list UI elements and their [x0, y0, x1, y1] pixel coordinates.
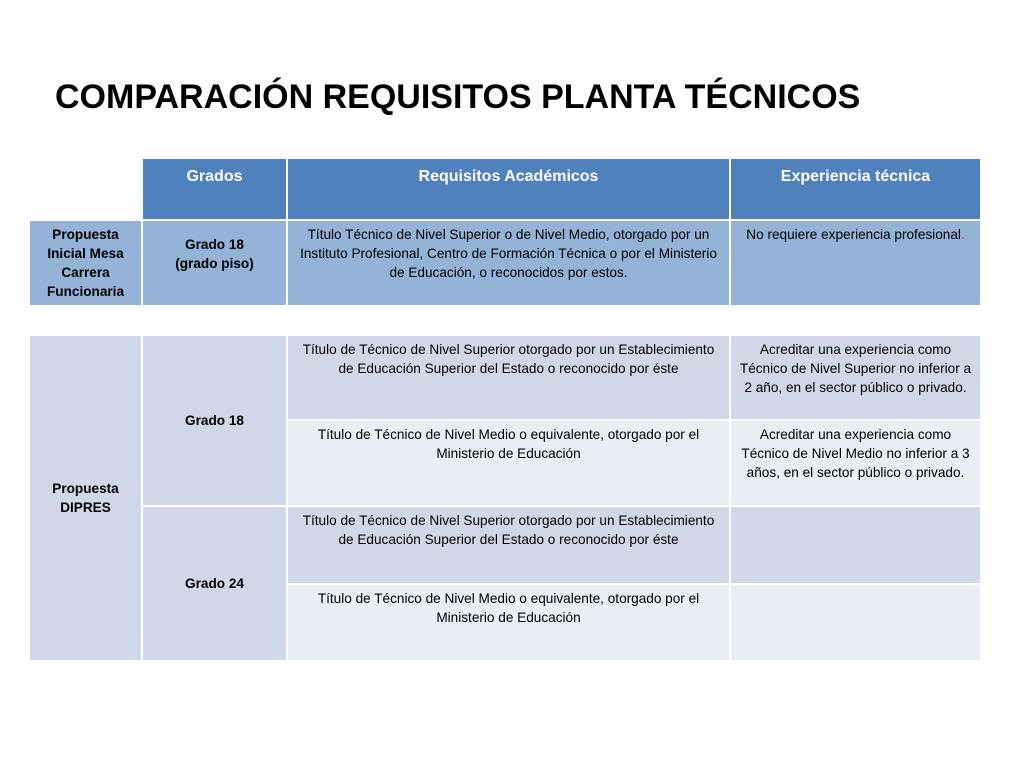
header-experiencia: Experiencia técnica — [730, 158, 981, 220]
experiencia-cell: Acreditar una experiencia como Técnico de Nivel Superior no inferior a 2 año, en el sector público o privado. — [730, 335, 981, 420]
experiencia-cell — [730, 220, 981, 306]
experiencia-cell — [730, 584, 981, 661]
grade-label: Grado 18 — [185, 237, 244, 252]
experiencia-dot: . — [960, 227, 965, 242]
page-title: COMPARACIÓN REQUISITOS PLANTA TÉCNICOS — [55, 78, 861, 116]
comparison-table-dipres — [28, 334, 982, 662]
requisito-cell: Título de Técnico de Nivel Medio o equivalente, otorgado por el Ministerio de Educación — [287, 420, 730, 506]
experiencia-cell — [730, 506, 981, 584]
requisito-cell: Título de Técnico de Nivel Superior otorgado por un Establecimiento de Educación Superior del Estado o reconocido por éste — [287, 335, 730, 420]
grade-cell-18: Grado 18 — [142, 335, 287, 506]
table-row — [29, 335, 981, 420]
grade-note: (grado piso) — [175, 256, 254, 271]
header-requisitos: Requisitos Académicos — [287, 158, 730, 220]
requisito-cell: Título de Técnico de Nivel Superior otorgado por un Establecimiento de Educación Superior del Estado o reconocido por éste — [287, 506, 730, 584]
proposal-label-dipres: Propuesta DIPRES — [29, 335, 142, 661]
requisito-cell: Título Técnico de Nivel Superior o de Nivel Medio, otorgado por un Instituto Profesional, Centro de Formación Técnica o por el Ministerio de Educación, o reconocidos por estos. — [287, 220, 730, 306]
comparison-table-mesa — [28, 157, 982, 307]
table-row — [29, 220, 981, 306]
header-blank-cell — [29, 158, 142, 220]
table-row — [29, 506, 981, 584]
header-row — [29, 158, 981, 220]
experiencia-text: No requiere experiencia profesional — [746, 227, 961, 242]
requisito-cell: Título de Técnico de Nivel Medio o equivalente, otorgado por el Ministerio de Educación — [287, 584, 730, 661]
grade-cell-24: Grado 24 — [142, 506, 287, 661]
header-grados: Grados — [142, 158, 287, 220]
proposal-label-mesa: Propuesta Inicial Mesa Carrera Funcionaria — [29, 220, 142, 306]
grade-cell — [142, 220, 287, 306]
experiencia-cell: Acreditar una experiencia como Técnico de Nivel Medio no inferior a 3 años, en el sector público o privado. — [730, 420, 981, 506]
